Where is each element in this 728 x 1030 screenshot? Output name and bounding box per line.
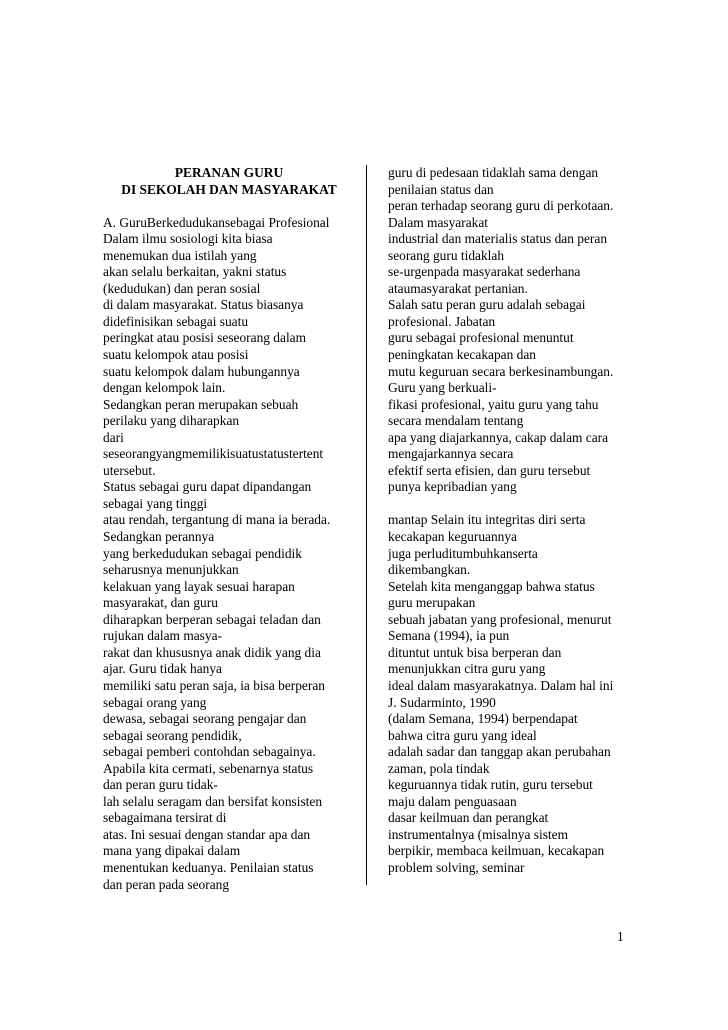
left-column — [103, 165, 355, 893]
text-line: suatu kelompok atau posisi — [103, 347, 249, 363]
text-line: atau rendah, tergantung di mana ia berada. — [103, 512, 331, 528]
text-line: rakat dan khususnya anak didik yang dia — [103, 644, 321, 660]
text-line: diharapkan berperan sebagai teladan dan — [103, 611, 321, 627]
text-line: lah selalu seragam dan bersifat konsisten — [103, 793, 323, 809]
text-line: dituntut untuk bisa berperan dan — [388, 644, 562, 660]
text-line: Setelah kita menganggap bahwa status — [388, 578, 595, 594]
text-line: dikembangkan. — [388, 562, 471, 578]
text-line: secara mendalam tentang — [388, 413, 524, 429]
text-line: seseorangyangmemilikisuatustatustertent — [103, 446, 324, 462]
text-line: kelakuan yang layak sesuai harapan — [103, 578, 295, 594]
text-line: J. Sudarminto, 1990 — [388, 694, 496, 710]
text-line: (kedudukan) dan peran sosial — [103, 280, 261, 296]
text-line: industrial dan materialis status dan peran — [388, 231, 608, 247]
text-line: mutu keguruan secara berkesinambungan. — [388, 363, 614, 379]
text-line: akan selalu berkaitan, yakni status — [103, 264, 287, 280]
text-line: mengajarkannya secara — [388, 446, 514, 462]
text-line: dan peran guru tidak- — [103, 777, 218, 793]
text-line: apa yang diajarkannya, cakap dalam cara — [388, 429, 609, 445]
text-line: problem solving, seminar — [388, 859, 525, 875]
text-line: suatu kelompok dalam hubungannya — [103, 363, 300, 379]
text-line: ataumasyarakat pertanian. — [388, 280, 528, 296]
text-line: Semana (1994), ia pun — [388, 628, 510, 644]
text-line: Salah satu peran guru adalah sebagai — [388, 297, 586, 313]
text-line: mana yang dipakai dalam — [103, 843, 241, 859]
text-line: fikasi profesional, yaitu guru yang tahu — [388, 396, 599, 412]
text-line: sebagai orang yang — [103, 694, 207, 710]
text-line: penilaian status dan — [388, 181, 494, 197]
text-line: dengan kelompok lain. — [103, 380, 226, 396]
left-column-body — [103, 198, 355, 893]
text-line: adalah sadar dan tanggap akan perubahan — [388, 744, 611, 760]
document-title-line-1: PERANAN GURU — [174, 165, 284, 180]
right-column-body — [388, 165, 638, 877]
text-line: keguruannya tidak rutin, guru tersebut — [388, 777, 593, 793]
page-number: 1 — [617, 929, 624, 944]
text-line: yang berkedudukan sebagai pendidik — [103, 545, 302, 561]
text-line: sebagaimana tersirat di — [103, 810, 227, 826]
text-line: sebagai pemberi contohdan sebagainya. — [103, 744, 316, 760]
text-line: menemukan dua istilah yang — [103, 247, 257, 263]
right-column — [388, 165, 638, 877]
text-line: menentukan keduanya. Penilaian status — [103, 859, 314, 875]
text-line: seorang guru tidaklah — [388, 247, 505, 263]
text-line: utersebut. — [103, 462, 156, 478]
text-line: maju dalam penguasaan — [388, 793, 517, 809]
text-line: dari — [103, 429, 124, 445]
text-line: ideal dalam masyarakatnya. Dalam hal ini — [388, 677, 614, 693]
document-title-line-2: DI SEKOLAH DAN MASYARAKAT — [121, 181, 337, 197]
text-line: Dalam ilmu sosiologi kita biasa — [103, 231, 273, 247]
text-line: instrumentalnya (misalnya sistem — [388, 826, 568, 842]
text-line: se-urgenpada masyarakat sederhana — [388, 264, 581, 280]
text-line: mantap Selain itu integritas diri serta — [388, 512, 586, 528]
text-line: seharusnya menunjukkan — [103, 562, 239, 578]
text-line: Sedangkan perannya — [103, 529, 215, 545]
text-line: ajar. Guru tidak hanya — [103, 661, 222, 677]
text-line: Status sebagai guru dapat dipandangan — [103, 479, 312, 495]
text-line: memiliki satu peran saja, ia bisa berperan — [103, 677, 325, 693]
text-line: guru di pedesaan tidaklah sama dengan — [388, 165, 599, 180]
text-line: efektif serta efisien, dan guru tersebut — [388, 462, 591, 478]
text-line: sebagai yang tinggi — [103, 495, 208, 511]
text-line: masyarakat, dan guru — [103, 595, 218, 611]
text-line: dewasa, sebagai seorang pengajar dan — [103, 711, 307, 727]
text-line: di dalam masyarakat. Status biasanya — [103, 297, 304, 313]
text-line: zaman, pola tindak — [388, 760, 490, 776]
text-line: punya kepribadian yang — [388, 479, 517, 495]
text-line: kecakapan keguruannya — [388, 529, 518, 545]
text-line: Apabila kita cermati, sebenarnya status — [103, 760, 314, 776]
column-divider — [366, 165, 367, 885]
text-line: rujukan dalam masya- — [103, 628, 222, 644]
text-line — [103, 198, 355, 215]
text-line: guru merupakan — [388, 595, 476, 611]
text-line: guru sebagai profesional menuntut — [388, 330, 574, 346]
text-line: peringkat atau posisi seseorang dalam — [103, 330, 307, 346]
text-line: juga perluditumbuhkanserta — [388, 545, 538, 561]
text-line: bahwa citra guru yang ideal — [388, 727, 537, 743]
text-line: profesional. Jabatan — [388, 313, 496, 329]
text-line: dasar keilmuan dan perangkat — [388, 810, 549, 826]
text-line — [388, 496, 638, 513]
text-line: A. GuruBerkedudukansebagai Profesional — [103, 214, 330, 230]
text-line: didefinisikan sebagai suatu — [103, 313, 249, 329]
text-line: Guru yang berkuali- — [388, 380, 497, 396]
text-line: (dalam Semana, 1994) berpendapat — [388, 711, 578, 727]
text-line: menunjukkan citra guru yang — [388, 661, 546, 677]
text-line: dan peran pada seorang — [103, 876, 230, 892]
text-line: sebagai seorang pendidik, — [103, 727, 242, 743]
text-line: sebuah jabatan yang profesional, menurut — [388, 611, 612, 627]
text-line: Sedangkan peran merupakan sebuah — [103, 396, 299, 412]
text-line: atas. Ini sesuai dengan standar apa dan — [103, 826, 311, 842]
text-line: berpikir, membaca keilmuan, kecakapan — [388, 843, 605, 859]
text-line: Dalam masyarakat — [388, 214, 489, 230]
text-line: peningkatan kecakapan dan — [388, 347, 536, 363]
text-line: peran terhadap seorang guru di perkotaan. — [388, 198, 614, 214]
text-line: perilaku yang diharapkan — [103, 413, 240, 429]
